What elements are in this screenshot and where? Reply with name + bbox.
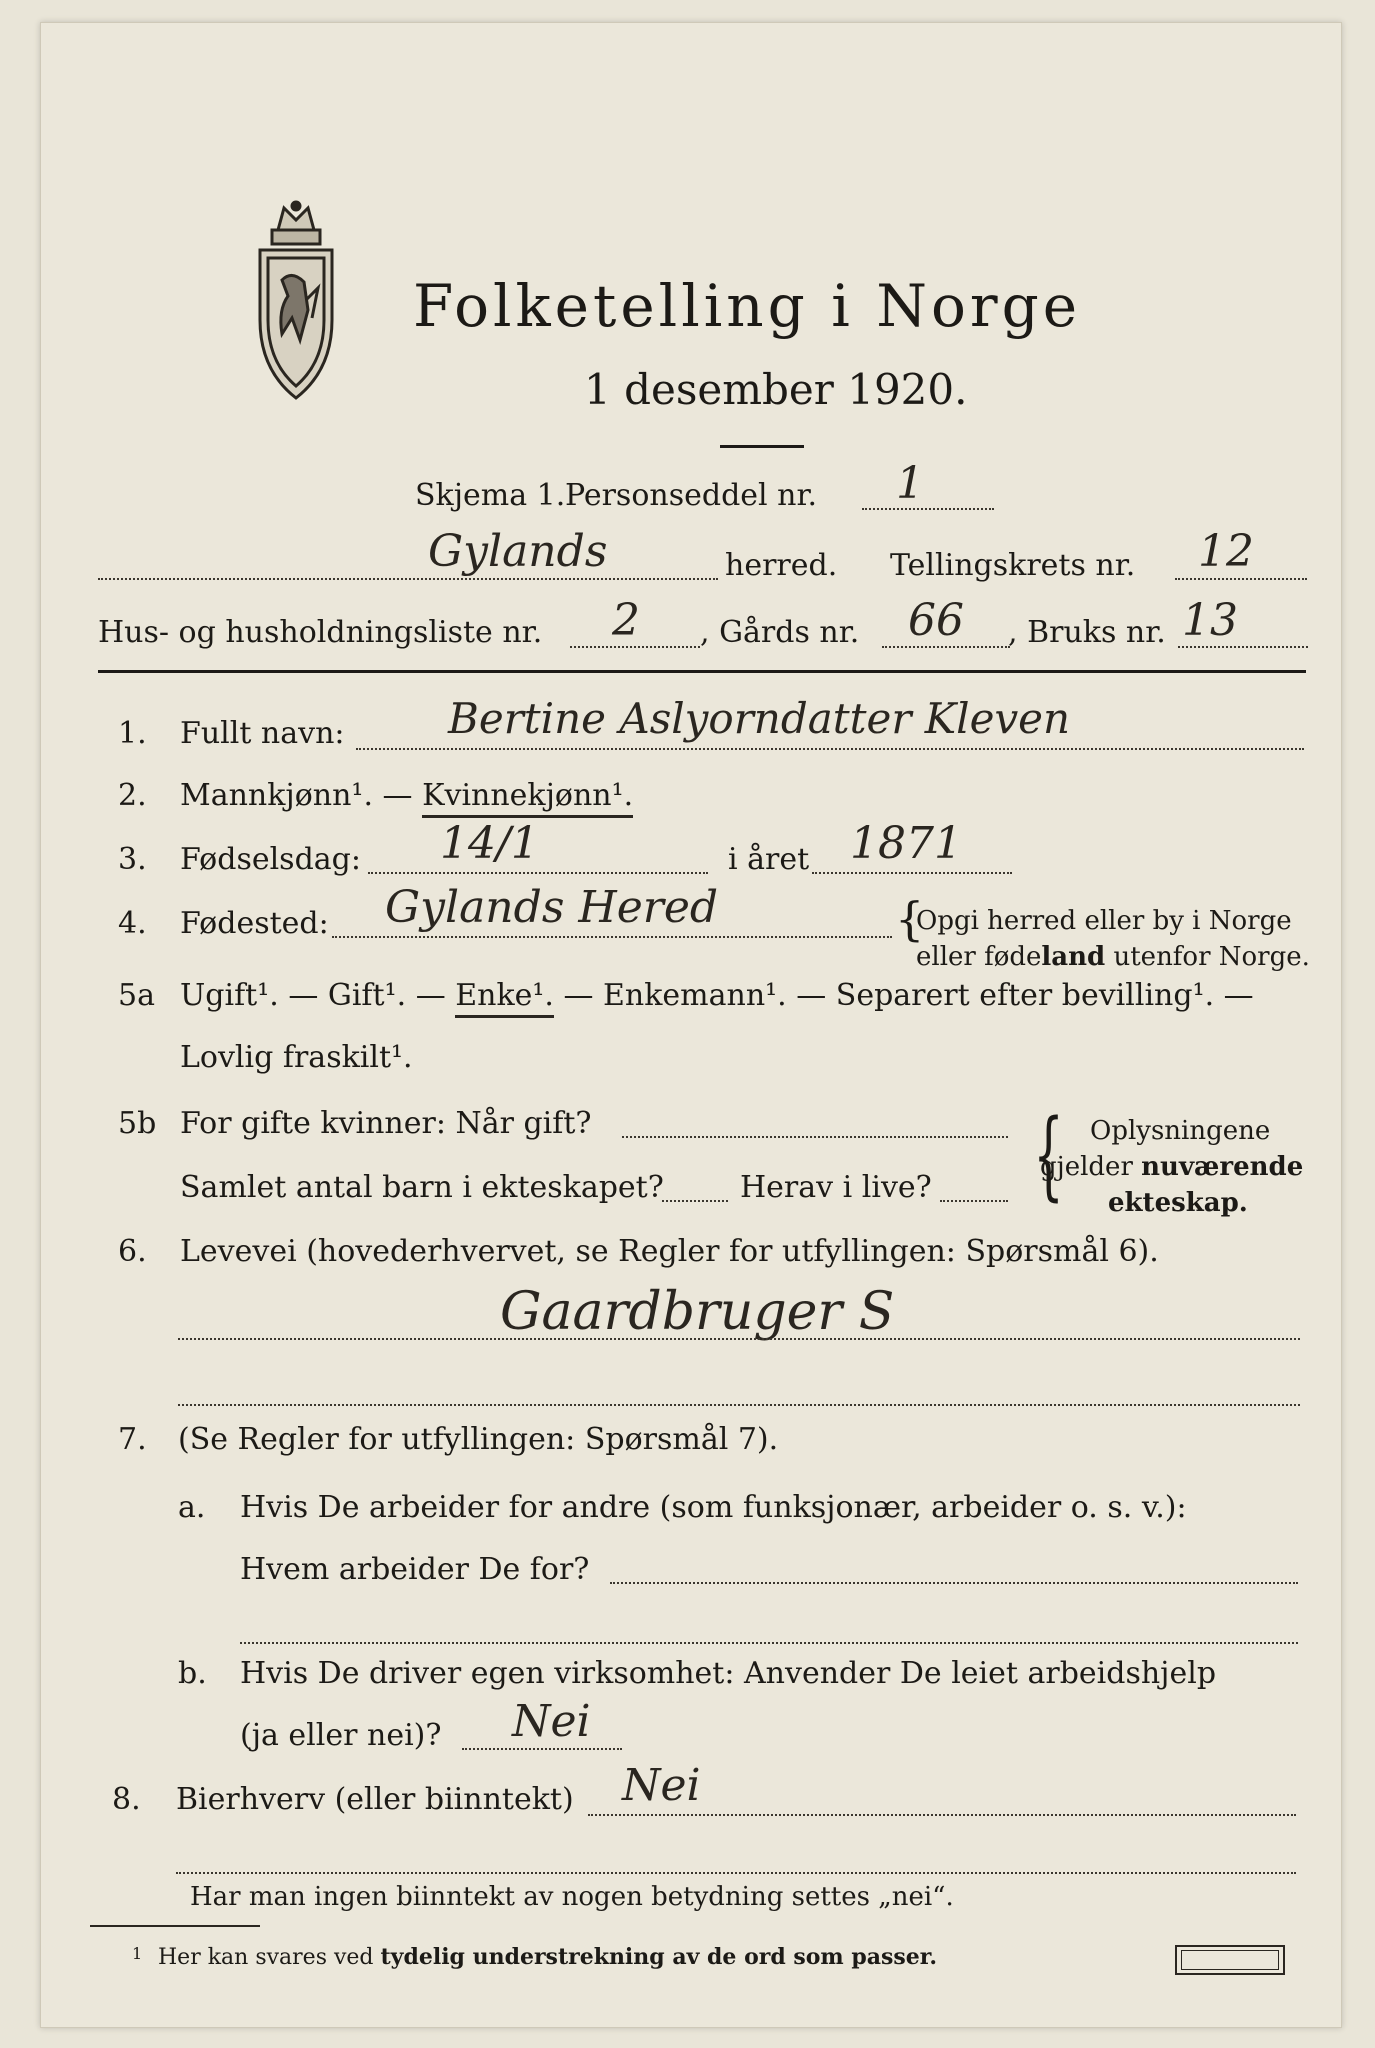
marital-options-part1[interactable]: Ugift¹. — Gift¹. —	[180, 978, 456, 1013]
q7b-yes-no-label: (ja eller nei)?	[240, 1718, 442, 1753]
children-alive-line	[940, 1200, 1008, 1202]
q4-note-line2: eller fødeland utenfor Norge.	[916, 942, 1310, 972]
q7-label: (Se Regler for utfyllingen: Spørsmål 7).	[178, 1422, 779, 1457]
gards-number[interactable]: 66	[908, 595, 964, 646]
q7b-line	[462, 1748, 622, 1750]
bruks-number[interactable]: 13	[1182, 595, 1238, 646]
lovlig-fraskilt-option[interactable]: Lovlig fraskilt¹.	[180, 1040, 413, 1075]
children-alive-label: Herav i live?	[740, 1170, 932, 1205]
bruks-label: , Bruks nr.	[1008, 615, 1166, 650]
kvinnekjonn-option[interactable]: Kvinnekjønn¹.	[422, 778, 633, 818]
herred-line	[98, 578, 718, 580]
q1-label: Fullt navn:	[180, 716, 345, 751]
q8-line	[588, 1814, 1296, 1816]
when-married-label: For gifte kvinner: Når gift?	[180, 1106, 592, 1141]
q6-label: Levevei (hovederhvervet, se Regler for utfyllingen: Spørsmål 6).	[180, 1234, 1159, 1269]
q1-number: 1.	[118, 716, 147, 751]
q8-line2	[176, 1872, 1296, 1874]
personseddel-label: Personseddel nr.	[565, 478, 818, 513]
printer-stamp-icon	[1175, 1945, 1285, 1975]
q7b-letter: b.	[178, 1656, 207, 1691]
gards-label: , Gårds nr.	[700, 615, 860, 650]
when-married-line	[622, 1136, 1008, 1138]
q4-brace: {	[895, 892, 925, 946]
husholdningsliste-label: Hus- og husholdningsliste nr.	[98, 615, 543, 650]
tellingskrets-line	[1175, 578, 1307, 580]
q5b-note-line1: Oplysningene	[1090, 1116, 1271, 1146]
q4-label: Fødested:	[180, 906, 329, 941]
footnote-rule	[90, 1925, 260, 1927]
coat-of-arms-icon	[248, 200, 344, 404]
gards-line	[882, 646, 1010, 648]
q7b-answer[interactable]: Nei	[512, 1696, 591, 1747]
q8-answer[interactable]: Nei	[622, 1760, 701, 1811]
q2-label	[180, 778, 633, 813]
herred-name[interactable]: Gylands	[428, 526, 608, 577]
mannkjonn-option[interactable]: Mannkjønn¹. —	[180, 778, 423, 813]
q7a-employer-label: Hvem arbeider De for?	[240, 1552, 590, 1587]
q1-line	[356, 748, 1304, 750]
personseddel-number[interactable]: 1	[896, 458, 924, 509]
husholdningsliste-line	[570, 646, 700, 648]
header-rule	[98, 670, 1306, 673]
enke-option[interactable]: Enke¹.	[455, 978, 554, 1018]
birthday-value[interactable]: 14/1	[440, 818, 539, 869]
form-title: Folketelling i Norge	[413, 272, 1082, 340]
q6-line2	[178, 1404, 1300, 1406]
q5b-number: 5b	[118, 1106, 157, 1141]
q4-note-line1: Opgi herred eller by i Norge	[916, 906, 1292, 936]
q5b-brace: {	[1033, 1099, 1064, 1211]
q4-line	[332, 936, 892, 938]
personseddel-line	[862, 508, 994, 510]
q3-number: 3.	[118, 842, 147, 877]
q5a-number: 5a	[118, 978, 155, 1013]
tellingskrets-number[interactable]: 12	[1198, 526, 1254, 577]
occupation-value[interactable]: Gaardbruger S	[500, 1282, 895, 1342]
q6-line1	[178, 1338, 1300, 1340]
marital-status-options	[180, 978, 1254, 1013]
children-count-line	[662, 1200, 728, 1202]
footnote-marker: 1	[132, 1944, 143, 1963]
q3-label: Fødselsdag:	[180, 842, 361, 877]
q7a-letter: a.	[178, 1490, 206, 1525]
q7b-question: Hvis De driver egen virksomhet: Anvender De leiet arbeidshjelp	[240, 1656, 1217, 1691]
year-label: i året	[728, 842, 810, 877]
birthplace-value[interactable]: Gylands Hered	[385, 882, 719, 933]
title-divider	[720, 445, 804, 448]
q4-number: 4.	[118, 906, 147, 941]
footnote-text: Her kan svares ved tydelig understrekning av de ord som passer.	[158, 1944, 938, 1970]
birth-year-value[interactable]: 1871	[850, 818, 962, 869]
q7a-question: Hvis De arbeider for andre (som funksjonær, arbeider o. s. v.):	[240, 1490, 1187, 1525]
bruks-line	[1178, 646, 1308, 648]
year-line	[812, 872, 1012, 874]
q3-line	[368, 872, 708, 874]
q8-label: Bierhverv (eller biinntekt)	[176, 1782, 574, 1817]
q5b-note-line2: gjelder nuværende	[1040, 1152, 1304, 1182]
q5b-note-line3: ekteskap.	[1108, 1188, 1248, 1218]
no-income-note: Har man ingen biinntekt av nogen betydning settes „nei“.	[190, 1882, 954, 1912]
q7a-employer-line2	[240, 1642, 1298, 1644]
herred-label: herred.	[725, 548, 838, 583]
q2-number: 2.	[118, 778, 147, 813]
census-date: 1 desember 1920.	[584, 365, 968, 414]
q7-number: 7.	[118, 1422, 147, 1457]
full-name-value[interactable]: Bertine Aslyorndatter Kleven	[448, 694, 1071, 743]
marital-options-part2[interactable]: — Enkemann¹. — Separert efter bevilling¹. —	[553, 978, 1254, 1013]
tellingskrets-label: Tellingskrets nr.	[890, 548, 1136, 583]
schema-label: Skjema 1.	[415, 478, 566, 513]
husholdningsliste-number[interactable]: 2	[612, 595, 640, 646]
q8-number: 8.	[112, 1782, 141, 1817]
q7a-employer-line	[610, 1582, 1298, 1584]
children-count-label: Samlet antal barn i ekteskapet?	[180, 1170, 664, 1205]
q6-number: 6.	[118, 1234, 147, 1269]
